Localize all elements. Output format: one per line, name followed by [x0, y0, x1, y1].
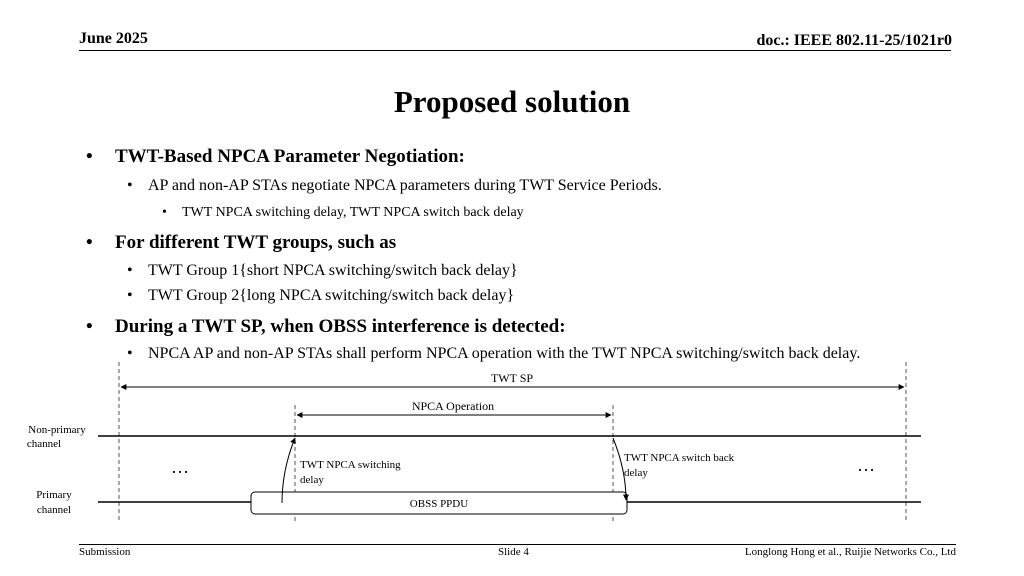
bullet-text: For different TWT groups, such as — [115, 232, 397, 253]
header-date: June 2025 — [79, 30, 148, 47]
switch-back-delay-label-line2: delay — [624, 467, 648, 479]
bullet-text: TWT NPCA switching delay, TWT NPCA switch back delay — [182, 205, 524, 220]
obss-ppdu-label: OBSS PPDU — [409, 498, 469, 510]
primary-label-line2: channel — [36, 504, 72, 516]
bullet-marker: • — [127, 345, 133, 362]
ellipsis-left: … — [171, 457, 189, 477]
switch-back-delay-label-line1: TWT NPCA switch back — [624, 452, 735, 464]
bullet-marker: • — [127, 262, 133, 279]
bullet-marker: • — [127, 287, 133, 304]
slide-title: Proposed solution — [393, 84, 631, 119]
bullet-text: NPCA AP and non-AP STAs shall perform NPCA operation with the TWT NPCA switching/switch back delay. — [148, 345, 861, 362]
bullet-marker: • — [86, 146, 93, 167]
footer-slide-number: Slide 4 — [498, 546, 529, 558]
ellipsis-right: … — [857, 455, 875, 475]
footer-submission: Submission — [79, 546, 131, 558]
bullet-text: TWT Group 1{short NPCA switching/switch back delay} — [148, 262, 518, 279]
switching-delay-label-line2: delay — [300, 474, 324, 486]
header-doc-id: doc.: IEEE 802.11-25/1021r0 — [756, 32, 952, 49]
non-primary-label-line1: Non-primary — [28, 424, 86, 436]
bullet-marker: • — [162, 205, 167, 220]
twt-sp-label: TWT SP — [490, 371, 534, 385]
footer-divider — [79, 544, 956, 545]
primary-label-line1: Primary — [36, 489, 72, 501]
bullet-text: AP and non-AP STAs negotiate NPCA parameters during TWT Service Periods. — [148, 177, 662, 194]
bullet-text: TWT-Based NPCA Parameter Negotiation: — [115, 146, 465, 167]
switching-delay-label-line1: TWT NPCA switching — [300, 459, 401, 471]
bullet-text: During a TWT SP, when OBSS interference is detected: — [115, 316, 566, 337]
npca-operation-label: NPCA Operation — [411, 399, 495, 413]
non-primary-label-line2: channel — [26, 438, 62, 450]
bullet-marker: • — [127, 177, 133, 194]
bullet-marker: • — [86, 232, 93, 253]
bullet-text: TWT Group 2{long NPCA switching/switch back delay} — [148, 287, 515, 304]
footer-authors: Longlong Hong et al., Ruijie Networks Co., Ltd — [744, 546, 956, 558]
bullet-marker: • — [86, 316, 93, 337]
